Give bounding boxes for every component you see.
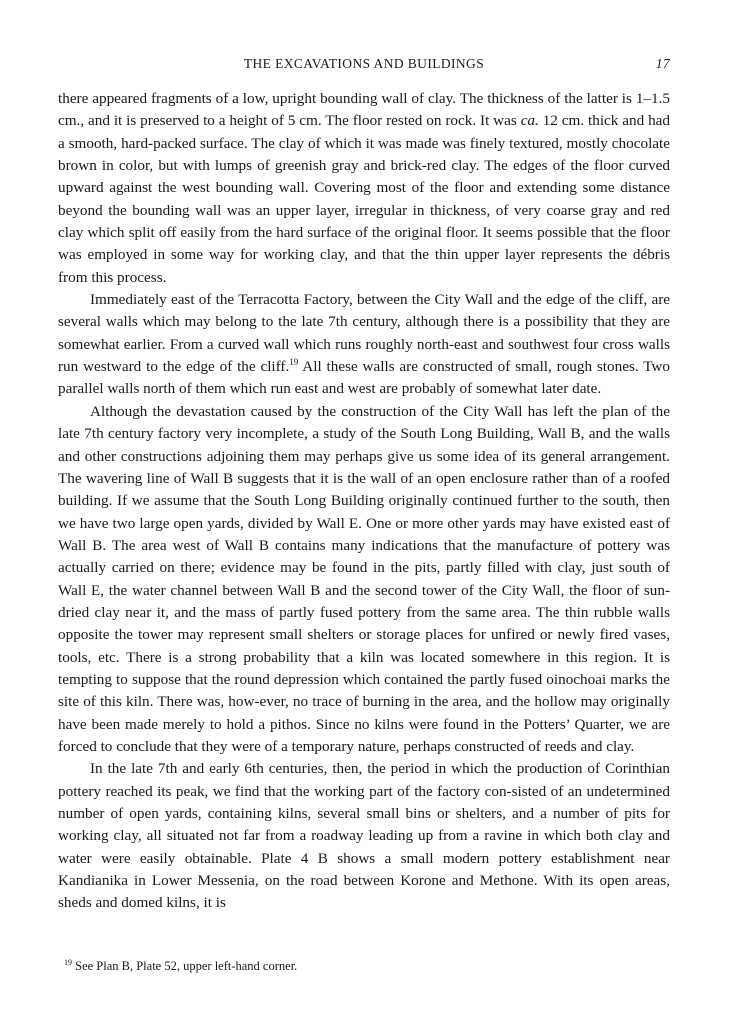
text-run: Immediately east of the Terracotta Factory, between the City Wall and the edge of the cliff, are several walls which may belong to the late 7th century, although there is a possibility that they are somewhat earlier. From a curved wall which runs roughly north-east and southwest four cross walls run westward to the edge of the cliff. [58,291,670,376]
footnote-reference: 19 [289,357,299,368]
running-head [58,56,670,76]
text-run: Although the devastation caused by the construction of the City Wall has left the plan of the late 7th century factory very incomplete, a study of the South Long Building, Wall B, and the walls and other constructions adjoining them may perhaps give us some idea of its general arrangement. The wavering line of Wall B suggests that it is the wall of an open enclosure rather than of a roofed building. If we assume that the South Long Building originally continued further to the south, then we have two large open yards, divided by Wall E. One or more other yards may have existed east of Wall B. The area west of Wall B contains many indications that the manufacture of pottery was actually carried on there; evidence may be found in the pits, partly filled with clay, just south of Wall E, the water channel between Wall B and the second tower of the City Wall, the floor of sun-dried clay near it, and the mass of partly fused pottery from the same area. The thin rubble walls opposite the tower may represent small shelters or storage places for unfired or newly fired vases, tools, etc. There is a strong probability that a kiln was located somewhere in this region. It is tempting to suppose that the round depression which contained the partly fused oinochoai marks the site of this kiln. There was, how-ever, no trace of burning in the area, and the hollow may originally have been made merely to hold a pithos. Since no kilns were found in the Potters’ Quarter, we are forced to conclude that they were of a temporary nature, perhaps constructed of reeds and clay. [58,402,670,755]
paragraph [58,88,670,289]
page-number: 17 [655,56,670,71]
footnote-marker: 19 [64,957,72,967]
text-run: In the late 7th and early 6th centuries, then, the period in which the production of Corinthian pottery reached its peak, we find that the working part of the factory con-sisted of an undetermined number of open yards, containing kilns, several small bins or shelters, and a number of pits for working clay, all situated not far from a roadway leading up from a ravine in which both clay and water were easily obtainable. Plate 4 B shows a small modern pottery establishment near Kandianika in Lower Messenia, on the road between Korone and Methone. With its open areas, sheds and domed kilns, it is [58,760,670,912]
paragraph [58,758,670,914]
text-run: there appeared fragments of a low, upright bounding wall of clay. The thickness of the latter is 1–1.5 cm., and it is preserved to a height of 5 cm. The floor rested on rock. It was [58,90,670,130]
paragraph [58,401,670,759]
footnote [64,958,670,974]
body-text [58,88,670,915]
abbreviation-ca: ca. [520,112,539,130]
paragraph [58,289,670,401]
footnote-text: See Plan B, Plate 52, upper left-hand corner. [72,959,298,973]
running-title: THE EXCAVATIONS AND BUILDINGS [243,56,485,71]
text-run: 12 cm. thick and had a smooth, hard-packed surface. The clay of which it was made was finely textured, mostly chocolate brown in color, but with lumps of greenish gray and brick-red clay. The edges of the floor curved upward against the west bounding wall. Covering most of the floor and extending some distance beyond the bounding wall was an upper layer, irregular in thickness, of very coarse gray and red clay which split off easily from the hard surface of the original floor. It seems possible that the floor was employed in some way for working clay, and that the thin upper layer represents the débris from this process. [58,112,671,286]
text-run: All these walls are constructed of small, rough stones. Two parallel walls north of them which run east and west are probably of somewhat later date. [58,358,670,398]
page [58,0,670,1024]
